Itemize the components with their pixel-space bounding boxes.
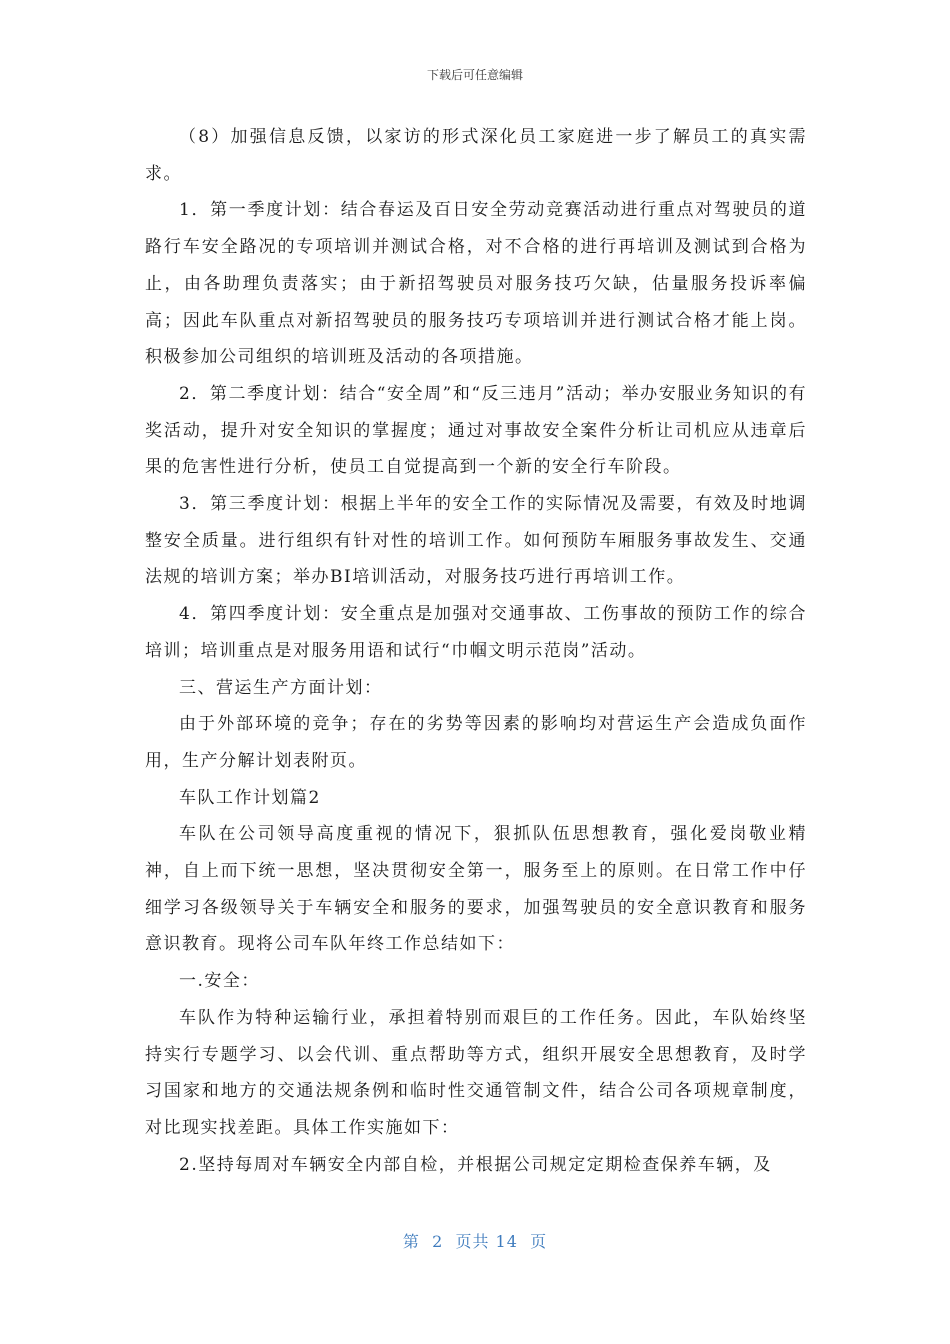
page-header: 下载后可任意编辑 (426, 68, 523, 82)
section-heading: 一.安全： (179, 971, 260, 992)
document-body (145, 119, 807, 1183)
section-heading: 三、营运生产方面计划： (179, 677, 383, 698)
paragraph: （8）加强信息反馈，以家访的形式深化员工家庭进一步了解员工的真实需求。 (145, 127, 807, 184)
paragraph: 1．第一季度计划：结合春运及百日安全劳动竞赛活动进行重点对驾驶员的道路行车安全路况的专项培训并测试合格，对不合格的进行再培训及测试到合格为止，由各助理负责落实；由于新招驾驶员对服务技巧欠缺，估量服务投诉率偏高；因此车队重点对新招驾驶员的服务技巧专项培训并进行测试合格才能上岗。积极参加公司组织的培训班及活动的各项措施。 (145, 200, 807, 368)
paragraph: 由于外部环境的竞争；存在的劣势等因素的影响均对营运生产会造成负面作用，生产分解计划表附页。 (145, 714, 807, 771)
paragraph: 车队在公司领导高度重视的情况下，狠抓队伍思想教育，强化爱岗敬业精神，自上而下统一思想，坚决贯彻安全第一，服务至上的原则。在日常工作中仔细学习各级领导关于车辆安全和服务的要求，加强驾驶员的安全意识教育和服务意识教育。现将公司车队年终工作总结如下： (145, 824, 807, 955)
paragraph: 4．第四季度计划：安全重点是加强对交通事故、工伤事故的预防工作的综合培训；培训重点是对服务用语和试行“巾帼文明示范岗”活动。 (145, 604, 807, 661)
paragraph: 车队作为特种运输行业，承担着特别而艰巨的工作任务。因此，车队始终坚持实行专题学习、以会代训、重点帮助等方式，组织开展安全思想教育，及时学习国家和地方的交通法规条例和临时性交通管制文件，结合公司各项规章制度，对比现实找差距。具体工作实施如下： (145, 1007, 807, 1138)
paragraph: 2.坚持每周对车辆安全内部自检，并根据公司规定定期检查保养车辆，及 (179, 1154, 772, 1175)
page-number-footer: 第 2 页共 14 页 (402, 1232, 548, 1251)
paragraph: 2．第二季度计划：结合“安全周”和“反三违月”活动；举办安服业务知识的有奖活动，提升对安全知识的掌握度；通过对事故安全案件分析让司机应从违章后果的危害性进行分析，使员工自觉提高到一个新的安全行车阶段。 (145, 383, 808, 478)
section-heading: 车队工作计划篇2 (179, 787, 321, 808)
paragraph: 3．第三季度计划：根据上半年的安全工作的实际情况及需要，有效及时地调整安全质量。进行组织有针对性的培训工作。如何预防车厢服务事故发生、交通法规的培训方案；举办BI培训活动，对服务技巧进行再培训工作。 (145, 494, 807, 588)
